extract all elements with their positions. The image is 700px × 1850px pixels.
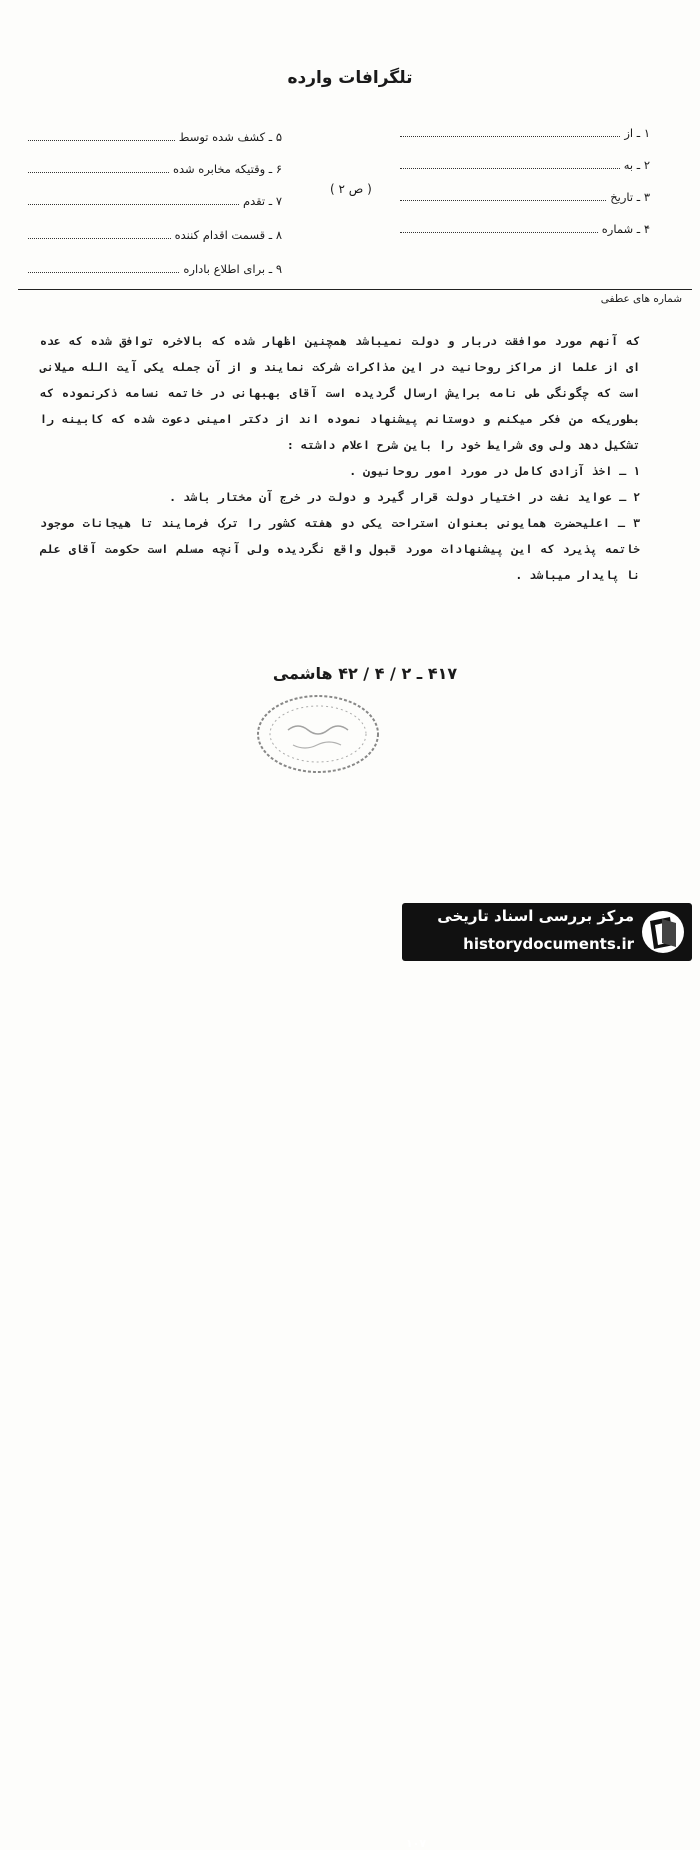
telegram-body [40, 328, 640, 588]
signature-line: ۴۱۷ ـ ۲ / ۴ / ۴۲ هاشمی [272, 664, 458, 683]
dotted-line [400, 199, 606, 201]
field-label: ۷ ـ تقدم [242, 194, 282, 208]
dotted-line [400, 135, 620, 137]
field-action-department [28, 224, 282, 242]
list-item: ۱ ـ اخذ آزادی کامل در مورد امور روحانیون . [349, 464, 640, 478]
body-paragraph: که آنهم مورد موافقت دربار و دولت نمیباشد همچنین اظهار شده که بالاخره توافق شده که عده ای از علما از مراکز روحانیت در این مذاکرات شرکت نمایند و از آن جمله یکی آیت الله میلانی است که چگونگی طی نامه برایش ارسال گردیده است آقای بهبهانی در خاتمه نسامه ذکرنموده که بطوریکه من فکر میکنم و دوستانم پیشنهاد نموده اند از دکتر امینی دعوت شده که کابینه را تشکیل دهد ولی وی شرایط خود را باین شرح اعلام داشته : [40, 334, 640, 452]
list-item: ۳ ـ اعلیحضرت همایونی بعنوان استراحت یکی دو هفته کشور را ترک فرمایند تا هیجانات موجود خاتمه پذیرد که این پیشنهادات مورد قبول واقع نگردیده ولی آنچه مسلم است حکومت آقای علم نا پایدار میباشد . [40, 516, 640, 582]
field-label: ۵ ـ کشف شده توسط [178, 130, 282, 144]
field-label: ۳ ـ تاریخ [610, 190, 650, 204]
field-label: ۸ ـ قسمت اقدام کننده [174, 228, 282, 242]
field-label: ۹ ـ برای اطلاع باداره [183, 262, 282, 276]
watermark-text: مرکز بررسی اسناد تاریخی [437, 907, 634, 925]
archive-logo-icon [640, 909, 686, 955]
document-title: تلگرافات وارده [287, 68, 413, 88]
dotted-line [28, 139, 175, 141]
watermark-url: historydocuments.ir [463, 935, 634, 953]
field-to [400, 154, 650, 172]
list-item: ۲ ـ عواید نفت در اختیار دولت قرار گیرد و دولت در خرج آن مختار باشد . [169, 490, 640, 504]
reference-numbers-label: شماره های عطفی [600, 293, 682, 305]
ink-stamp [253, 690, 383, 778]
divider [18, 289, 692, 290]
dotted-line [400, 167, 620, 169]
dotted-line [28, 203, 239, 205]
field-transmitted-at [28, 158, 282, 176]
field-date [400, 186, 650, 204]
field-number [400, 218, 650, 236]
dotted-line [28, 237, 171, 239]
dotted-line [28, 171, 169, 173]
dotted-line [400, 231, 598, 233]
archive-watermark [402, 903, 692, 1850]
field-label: ۶ ـ وقتیکه مخابره شده [172, 162, 282, 176]
field-label: ۴ ـ شماره [601, 222, 650, 236]
field-label: ۱ ـ از [624, 126, 650, 140]
page-marker: ( ص ۲ ) [330, 182, 372, 196]
field-for-information [28, 258, 282, 276]
field-label: ۲ ـ به [623, 158, 650, 172]
page-number: ۱۰۷ [406, 1837, 427, 1850]
field-from [400, 122, 650, 140]
dotted-line [28, 271, 179, 273]
field-priority [28, 190, 282, 208]
field-decoded-by [28, 126, 282, 144]
